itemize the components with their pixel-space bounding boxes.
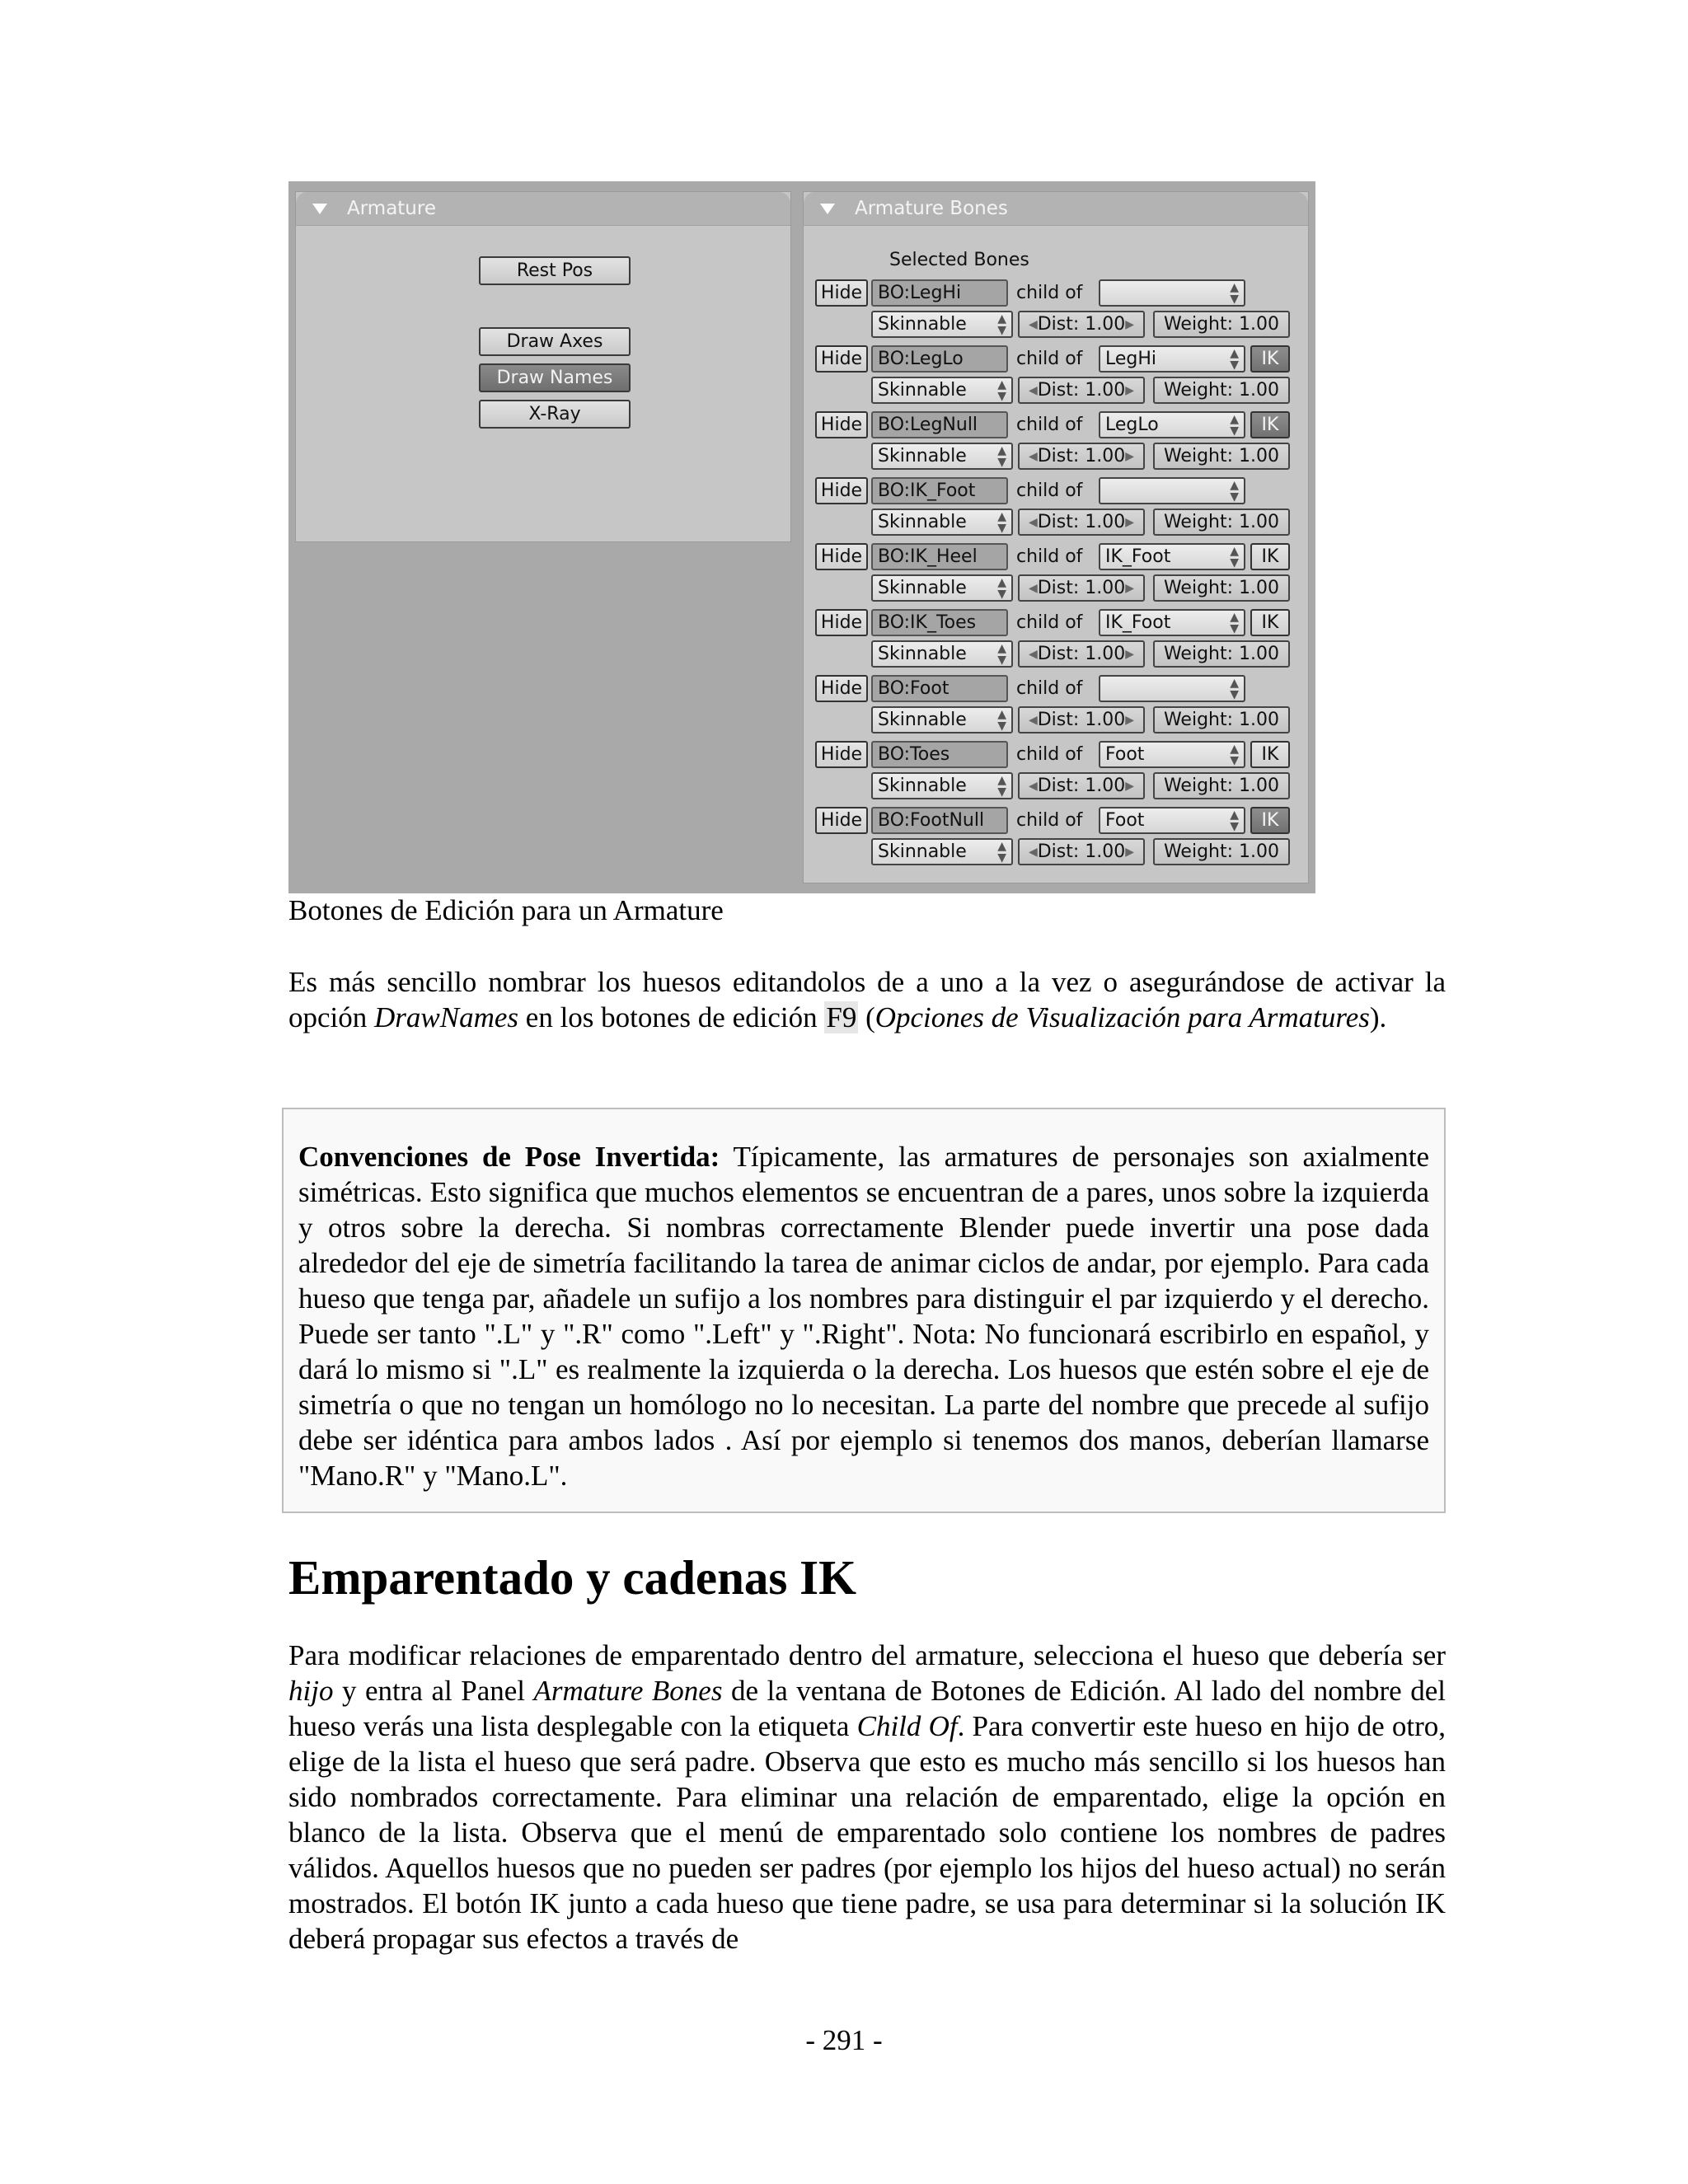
bone-name-field[interactable]: BO:IK_Toes <box>871 609 1008 636</box>
right-arrow-icon[interactable]: ▶ <box>1125 713 1135 727</box>
armature-panel-title: Armature <box>347 198 436 219</box>
paragraph-parenting: Para modificar relaciones de emparentado dentro del armature, selecciona el hueso que debería ser hijo y entra al Panel Armature Bones de la ventana de Botones de Edición. Al lado del nombre del hueso verás una lista desplegable con la etiqueta Child Of. Para convertir este hueso en hijo de otro, elige de la lista el hueso que será padre. Observa que esto es mucho más sencillo si los huesos han sido nombrados correctamente. Para eliminar una relación de emparentado, elige la opción en blanco de la lista. Observa que el menú de emparentado solo contiene los nombres de padres válidos. Aquellos huesos que no pueden ser padres (por ejemplo los hijos del hueso actual) no serán mostrados. El botón IK junto a cada hueso que tiene padre, se usa para determinar si la solución IK deberá propagar sus efectos a través de <box>288 1639 1447 1955</box>
ik-toggle-button[interactable]: IK <box>1250 807 1290 834</box>
collapse-triangle-icon[interactable] <box>312 204 327 214</box>
right-arrow-icon[interactable]: ▶ <box>1125 383 1135 397</box>
bone-row <box>815 279 1301 344</box>
armature-screenshot <box>288 181 1315 893</box>
bone-name-field[interactable]: BO:Toes <box>871 741 1008 768</box>
left-arrow-icon[interactable]: ◀ <box>1028 515 1038 529</box>
bone-row <box>815 807 1301 871</box>
note-box <box>282 1108 1446 1513</box>
child-of-label: child of <box>1016 810 1083 831</box>
child-of-label: child of <box>1016 415 1083 435</box>
ik-toggle-button[interactable]: IK <box>1250 411 1290 438</box>
weight-number-field[interactable]: Weight: 1.00 <box>1153 574 1290 602</box>
ik-toggle-button[interactable]: IK <box>1250 345 1290 373</box>
left-arrow-icon[interactable]: ◀ <box>1028 647 1038 661</box>
right-arrow-icon[interactable]: ▶ <box>1125 845 1135 859</box>
updown-arrows-icon: ▲ ▼ <box>1230 280 1239 306</box>
parent-dropdown-value: IK_Foot <box>1105 546 1171 567</box>
parent-dropdown-value: Foot <box>1105 744 1145 765</box>
right-arrow-icon[interactable]: ▶ <box>1125 317 1135 331</box>
bone-name-field[interactable]: BO:LegNull <box>871 411 1008 438</box>
bone-name-field[interactable]: BO:FootNull <box>871 807 1008 834</box>
hide-button[interactable]: Hide <box>815 807 868 834</box>
bone-name-field[interactable]: BO:LegHi <box>871 279 1008 307</box>
bone-row <box>815 609 1301 673</box>
skinnable-dropdown[interactable] <box>871 706 1013 733</box>
figure-caption: Botones de Edición para un Armature <box>288 894 724 926</box>
parent-dropdown[interactable] <box>1099 477 1245 504</box>
dist-number-field[interactable]: ◀ Dist: 1.00 ▶ <box>1018 443 1145 470</box>
skinnable-dropdown[interactable] <box>871 377 1013 404</box>
armature-panel-header[interactable] <box>296 192 790 226</box>
bone-row <box>815 477 1301 541</box>
parent-dropdown-value: Foot <box>1105 810 1145 831</box>
weight-number-field[interactable]: Weight: 1.00 <box>1153 509 1290 536</box>
rest-pos-button[interactable]: Rest Pos <box>479 256 631 285</box>
dist-number-field[interactable]: ◀ Dist: 1.00 ▶ <box>1018 706 1145 733</box>
paragraph-drawnames: Es más sencillo nombrar los huesos editandolos de a uno a la vez o asegurándose de activar la opción DrawNames en los botones de edición F9 (Opciones de Visualización para Armatures). <box>288 966 1446 1033</box>
parent-dropdown[interactable] <box>1099 345 1245 373</box>
left-arrow-icon[interactable]: ◀ <box>1028 845 1038 859</box>
skinnable-value: Skinnable <box>878 512 967 532</box>
draw-axes-button[interactable]: Draw Axes <box>479 327 631 356</box>
section-heading: Emparentado y cadenas IK <box>288 1550 856 1605</box>
parent-dropdown[interactable] <box>1099 279 1245 307</box>
bone-name-field[interactable]: BO:LegLo <box>871 345 1008 373</box>
updown-arrows-icon: ▲ ▼ <box>997 839 1006 865</box>
updown-arrows-icon: ▲ ▼ <box>997 641 1006 667</box>
child-of-label: child of <box>1016 349 1083 369</box>
child-of-label: child of <box>1016 744 1083 765</box>
skinnable-value: Skinnable <box>878 841 967 862</box>
skinnable-dropdown[interactable] <box>871 311 1013 338</box>
parent-dropdown[interactable] <box>1099 807 1245 834</box>
updown-arrows-icon: ▲ ▼ <box>1230 610 1239 635</box>
draw-names-button[interactable]: Draw Names <box>479 363 631 392</box>
bone-row <box>815 411 1301 476</box>
x-ray-button[interactable]: X-Ray <box>479 400 631 429</box>
bone-row <box>815 543 1301 607</box>
updown-arrows-icon: ▲ ▼ <box>997 575 1006 601</box>
hide-button[interactable]: Hide <box>815 543 868 570</box>
hide-button[interactable]: Hide <box>815 675 868 702</box>
weight-number-field[interactable]: Weight: 1.00 <box>1153 640 1290 668</box>
updown-arrows-icon: ▲ ▼ <box>1230 478 1239 504</box>
note-text: Convenciones de Pose Invertida: Típicamente, las armatures de personajes son axialmente simétricas. Esto significa que muchos elementos se encuentran de a pares, unos sobre la izquierda y otros sobre la derecha. Si nombras correctamente Blender puede invertir una pose dada alrededor del eje de simetría facilitando la tarea de animar ciclos de andar, por ejemplo. Para cada hueso que tenga par, añadele un sufijo a los nombres para distinguir el par izquierdo y el derecho. Puede ser tanto ".L" y ".R" como ".Left" y ".Right". Nota: No funcionará escribirlo en español, y dará lo mismo si ".L" es realmente la izquierda o la derecha. Los huesos que estén sobre el eje de simetría o que no tengan un homólogo no lo necesitan. La parte del nombre que precede al sufijo debe ser idéntica para ambos lados . Así por ejemplo si tenemos dos manos, deberían llamarse "Mano.R" y "Mano.L". <box>298 1141 1430 1492</box>
weight-number-field[interactable]: Weight: 1.00 <box>1153 443 1290 470</box>
dist-number-field[interactable]: ◀ Dist: 1.00 ▶ <box>1018 640 1145 668</box>
skinnable-value: Skinnable <box>878 578 967 598</box>
skinnable-value: Skinnable <box>878 644 967 664</box>
weight-number-field[interactable]: Weight: 1.00 <box>1153 838 1290 865</box>
parent-dropdown[interactable] <box>1099 741 1245 768</box>
right-arrow-icon[interactable]: ▶ <box>1125 779 1135 793</box>
left-arrow-icon[interactable]: ◀ <box>1028 779 1038 793</box>
hide-button[interactable]: Hide <box>815 345 868 373</box>
skinnable-dropdown[interactable] <box>871 772 1013 799</box>
hide-button[interactable]: Hide <box>815 609 868 636</box>
parent-dropdown[interactable] <box>1099 411 1245 438</box>
child-of-label: child of <box>1016 546 1083 567</box>
skinnable-value: Skinnable <box>878 710 967 730</box>
skinnable-value: Skinnable <box>878 446 967 466</box>
left-arrow-icon[interactable]: ◀ <box>1028 713 1038 727</box>
dist-number-field[interactable]: ◀ Dist: 1.00 ▶ <box>1018 772 1145 799</box>
dist-number-field[interactable]: ◀ Dist: 1.00 ▶ <box>1018 377 1145 404</box>
skinnable-dropdown[interactable] <box>871 443 1013 470</box>
ik-toggle-button[interactable]: IK <box>1250 609 1290 636</box>
left-arrow-icon[interactable]: ◀ <box>1028 317 1038 331</box>
updown-arrows-icon: ▲ ▼ <box>997 773 1006 799</box>
skinnable-value: Skinnable <box>878 776 967 796</box>
weight-number-field[interactable]: Weight: 1.00 <box>1153 311 1290 338</box>
ik-toggle-button[interactable]: IK <box>1250 543 1290 570</box>
armature-bones-panel <box>803 191 1309 883</box>
collapse-triangle-icon[interactable] <box>820 204 835 214</box>
left-arrow-icon[interactable]: ◀ <box>1028 383 1038 397</box>
skinnable-dropdown[interactable] <box>871 509 1013 536</box>
hide-button[interactable]: Hide <box>815 279 868 307</box>
left-arrow-icon[interactable]: ◀ <box>1028 449 1038 463</box>
dist-number-field[interactable]: ◀ Dist: 1.00 ▶ <box>1018 838 1145 865</box>
ik-toggle-button[interactable]: IK <box>1250 741 1290 768</box>
child-of-label: child of <box>1016 612 1083 633</box>
child-of-label: child of <box>1016 678 1083 699</box>
updown-arrows-icon: ▲ ▼ <box>1230 742 1239 767</box>
parent-dropdown-value: IK_Foot <box>1105 612 1171 633</box>
hide-button[interactable]: Hide <box>815 741 868 768</box>
right-arrow-icon[interactable]: ▶ <box>1125 581 1135 595</box>
hide-button[interactable]: Hide <box>815 477 868 504</box>
right-arrow-icon[interactable]: ▶ <box>1125 449 1135 463</box>
dist-number-field[interactable]: ◀ Dist: 1.00 ▶ <box>1018 574 1145 602</box>
updown-arrows-icon: ▲ ▼ <box>1230 808 1239 833</box>
bone-name-field[interactable]: BO:Foot <box>871 675 1008 702</box>
updown-arrows-icon: ▲ ▼ <box>997 377 1006 403</box>
updown-arrows-icon: ▲ ▼ <box>1230 412 1239 438</box>
updown-arrows-icon: ▲ ▼ <box>997 312 1006 337</box>
bone-name-field[interactable]: BO:IK_Foot <box>871 477 1008 504</box>
parent-dropdown[interactable] <box>1099 675 1245 702</box>
bone-row <box>815 345 1301 410</box>
skinnable-dropdown[interactable] <box>871 838 1013 865</box>
parent-dropdown-value: LegLo <box>1105 415 1159 435</box>
updown-arrows-icon: ▲ ▼ <box>1230 544 1239 569</box>
updown-arrows-icon: ▲ ▼ <box>997 443 1006 469</box>
child-of-label: child of <box>1016 480 1083 501</box>
bone-row <box>815 675 1301 739</box>
updown-arrows-icon: ▲ ▼ <box>1230 346 1239 372</box>
skinnable-value: Skinnable <box>878 380 967 401</box>
updown-arrows-icon: ▲ ▼ <box>1230 676 1239 701</box>
f9-key: F9 <box>826 1001 857 1033</box>
right-arrow-icon[interactable]: ▶ <box>1125 515 1135 529</box>
dist-number-field[interactable]: ◀ Dist: 1.00 ▶ <box>1018 311 1145 338</box>
skinnable-dropdown[interactable] <box>871 640 1013 668</box>
parent-dropdown[interactable] <box>1099 609 1245 636</box>
armature-bones-panel-header[interactable] <box>804 192 1308 226</box>
page-number: - 291 - <box>805 2024 883 2056</box>
weight-number-field[interactable]: Weight: 1.00 <box>1153 772 1290 799</box>
note-title: Convenciones de Pose Invertida: <box>298 1141 720 1173</box>
left-arrow-icon[interactable]: ◀ <box>1028 581 1038 595</box>
parent-dropdown[interactable] <box>1099 543 1245 570</box>
selected-bones-label: Selected Bones <box>889 250 1029 270</box>
parent-dropdown-value: LegHi <box>1105 349 1157 369</box>
hide-button[interactable]: Hide <box>815 411 868 438</box>
bone-name-field[interactable]: BO:IK_Heel <box>871 543 1008 570</box>
dist-number-field[interactable]: ◀ Dist: 1.00 ▶ <box>1018 509 1145 536</box>
updown-arrows-icon: ▲ ▼ <box>997 707 1006 733</box>
weight-number-field[interactable]: Weight: 1.00 <box>1153 706 1290 733</box>
skinnable-value: Skinnable <box>878 314 967 335</box>
weight-number-field[interactable]: Weight: 1.00 <box>1153 377 1290 404</box>
armature-bones-panel-title: Armature Bones <box>855 198 1008 219</box>
child-of-label: child of <box>1016 283 1083 303</box>
skinnable-dropdown[interactable] <box>871 574 1013 602</box>
updown-arrows-icon: ▲ ▼ <box>997 509 1006 535</box>
right-arrow-icon[interactable]: ▶ <box>1125 647 1135 661</box>
bone-row <box>815 741 1301 805</box>
armature-panel <box>295 191 791 542</box>
